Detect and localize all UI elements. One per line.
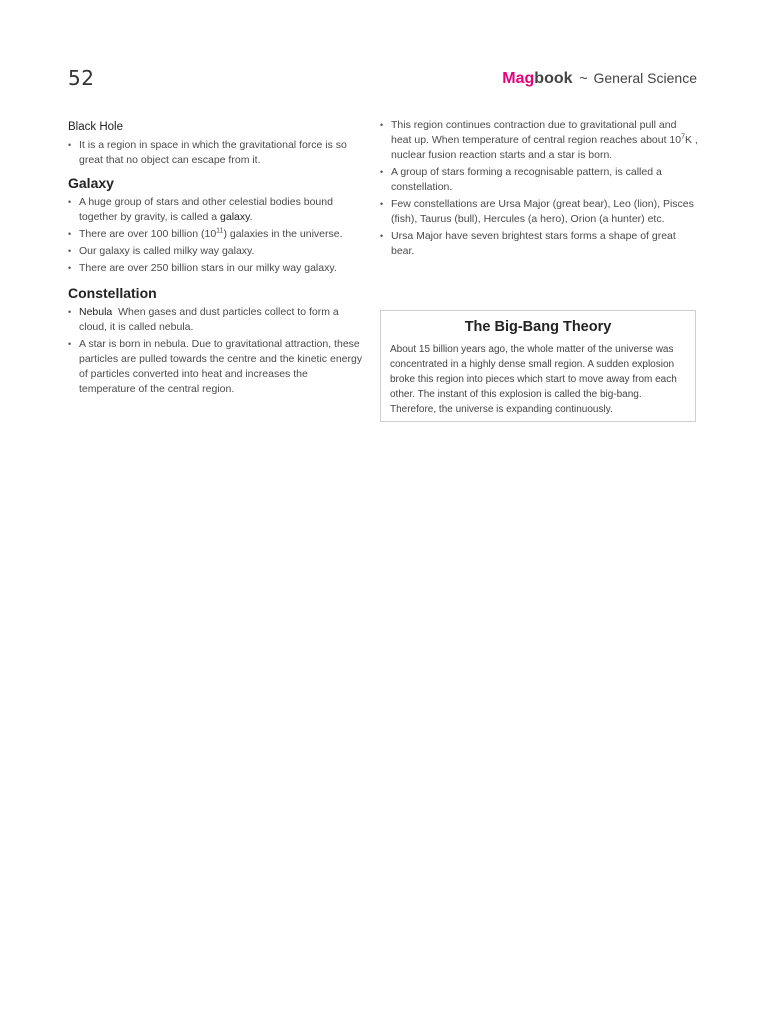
- page-number: 52: [68, 66, 95, 90]
- right-column: [380, 118, 698, 261]
- right-bullet-1-end: K , nuclear fusion reaction starts and a star is born.: [391, 134, 698, 161]
- galaxy-term: galaxy: [220, 211, 250, 223]
- nebula-term: Nebula: [79, 306, 113, 318]
- brand-subject: General Science: [593, 70, 697, 86]
- brand-mag: Mag: [502, 70, 535, 87]
- right-bullet-1-sup: 7: [681, 133, 686, 141]
- big-bang-body: About 15 billion years ago, the whole matter of the universe was concentrated in a highly dense small region. A sudden explosion broke this region into pieces which start to move away from each other. The instant of this explosion is called the big-bang. Therefore, the universe is expanding continuously.: [390, 344, 677, 415]
- brand-separator: ~: [579, 70, 588, 86]
- list-item: • There are over 250 billion stars in our milky way galaxy.: [68, 261, 364, 276]
- right-list: [380, 118, 698, 259]
- list-item: • Few constellations are Ursa Major (great bear), Leo (lion), Pisces (fish), Taurus (bull), Hercules (a hero), Orion (a hunter) etc.: [380, 197, 698, 227]
- galaxy-bullet-2-sup: 11: [216, 227, 224, 235]
- list-item: • Our galaxy is called milky way galaxy.: [68, 244, 364, 259]
- list-item: [380, 118, 698, 163]
- brand-header: [502, 70, 697, 88]
- right-bullet-1-text: This region continues contraction due to gravitational pull and heat up. When temperature of central region reaches about 10: [391, 119, 682, 146]
- list-item: • A star is born in nebula. Due to gravitational attraction, these particles are pulled towards the centre and the kinetic energy of particles converted into heat and increases the temperature of the central region.: [68, 337, 364, 397]
- galaxy-bullet-1-text: A huge group of stars and other celestial bodies bound together by gravity, is called a: [79, 196, 333, 223]
- big-bang-title: The Big-Bang Theory: [464, 319, 612, 335]
- brand-book: book: [534, 70, 573, 87]
- galaxy-heading: Galaxy: [68, 175, 114, 191]
- galaxy-bullet-1-end: .: [249, 211, 253, 223]
- list-item: [68, 305, 364, 335]
- list-item: [68, 195, 364, 225]
- black-hole-heading: Black Hole: [68, 121, 123, 133]
- list-item: • Ursa Major have seven brightest stars forms a shape of great bear.: [380, 229, 698, 259]
- black-hole-list: [68, 138, 364, 168]
- left-column: [68, 120, 364, 399]
- list-item: • It is a region in space in which the gravitational force is so great that no object can escape from it.: [68, 138, 364, 168]
- list-item: [68, 227, 364, 242]
- galaxy-bullet-2-end: ) galaxies in the universe.: [223, 228, 343, 240]
- constellation-heading: Constellation: [68, 285, 157, 301]
- galaxy-list: [68, 195, 364, 276]
- galaxy-bullet-2-text: There are over 100 billion (10: [79, 228, 217, 240]
- list-item: • A group of stars forming a recognisable pattern, is called a constellation.: [380, 165, 698, 195]
- big-bang-box: [380, 310, 696, 422]
- nebula-text: When gases and dust particles collect to form a cloud, it is called nebula.: [79, 306, 342, 333]
- constellation-list: [68, 305, 364, 397]
